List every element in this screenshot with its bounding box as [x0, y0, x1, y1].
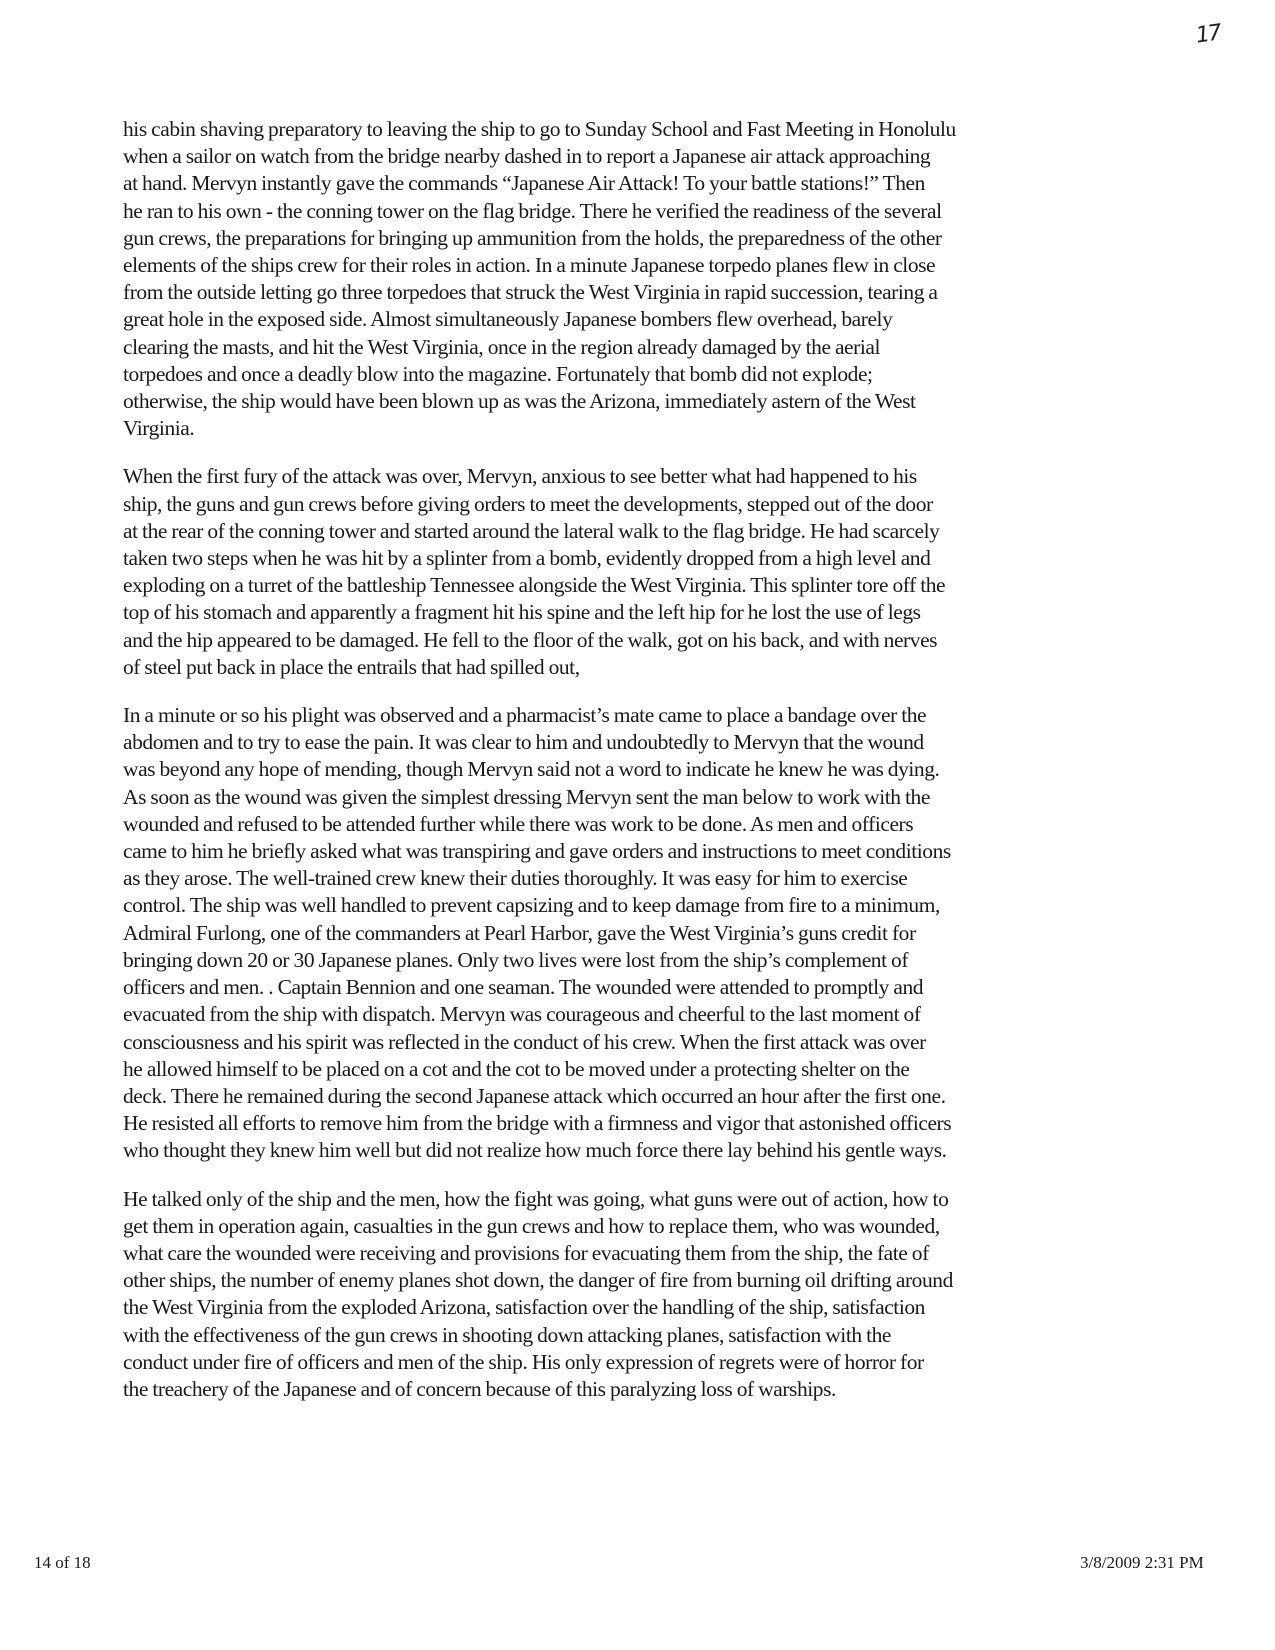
- text-line: when a sailor on watch from the bridge nearby dashed in to report a Japanese air attack approaching: [123, 144, 931, 169]
- text-line: was beyond any hope of mending, though Mervyn said not a word to indicate he knew he was dying.: [123, 757, 940, 782]
- text-line: bringing down 20 or 30 Japanese planes. Only two lives were lost from the ship’s complement of: [123, 947, 909, 972]
- text-line: came to him he briefly asked what was transpiring and gave orders and instructions to meet conditions: [123, 839, 951, 864]
- text-line: He talked only of the ship and the men, how the fight was going, what guns were out of action, how to: [123, 1186, 949, 1211]
- text-line: he ran to his own - the conning tower on the flag bridge. There he verified the readiness of the several: [123, 198, 942, 223]
- text-line: otherwise, the ship would have been blown up as was the Arizona, immediately astern of the West: [123, 389, 916, 414]
- text-line: As soon as the wound was given the simplest dressing Mervyn sent the man below to work with the: [123, 784, 930, 809]
- text-line: other ships, the number of enemy planes shot down, the danger of fire from burning oil drifting around: [123, 1268, 953, 1293]
- paragraph-3: [123, 702, 1143, 1164]
- text-line: clearing the masts, and hit the West Virginia, once in the region already damaged by the aerial: [123, 334, 880, 359]
- text-line: from the outside letting go three torpedoes that struck the West Virginia in rapid succession, tearing a: [123, 280, 938, 305]
- text-line: great hole in the exposed side. Almost simultaneously Japanese bombers flew overhead, barely: [123, 307, 893, 332]
- document-body: [123, 116, 1143, 1403]
- text-line: and the hip appeared to be damaged. He fell to the floor of the walk, got on his back, and with nerves: [123, 627, 938, 652]
- text-line: abdomen and to try to ease the pain. It was clear to him and undoubtedly to Mervyn that the wound: [123, 730, 924, 755]
- text-line: with the effectiveness of the gun crews in shooting down attacking planes, satisfaction with the: [123, 1322, 891, 1347]
- text-line: exploding on a turret of the battleship Tennessee alongside the West Virginia. This splinter tore off the: [123, 573, 946, 598]
- text-line: conduct under fire of officers and men of the ship. His only expression of regrets were of horror for: [123, 1349, 924, 1374]
- paragraph-spacer: [123, 442, 1143, 463]
- text-line: top of his stomach and apparently a fragment hit his spine and the left hip for he lost the use of legs: [123, 600, 921, 625]
- text-line: the West Virginia from the exploded Arizona, satisfaction over the handling of the ship, satisfaction: [123, 1295, 925, 1320]
- text-line: at the rear of the conning tower and started around the lateral walk to the flag bridge. He had scarcely: [123, 518, 940, 543]
- text-line: what care the wounded were receiving and provisions for evacuating them from the ship, the fate of: [123, 1240, 929, 1265]
- page-mark-text: 17: [1194, 20, 1222, 49]
- page-counter: 14 of 18: [34, 1553, 91, 1572]
- paragraph-4: [123, 1186, 1143, 1404]
- text-line: at hand. Mervyn instantly gave the commands “Japanese Air Attack! To your battle stations!” Then: [123, 171, 925, 196]
- text-line: control. The ship was well handled to prevent capsizing and to keep damage from fire to a minimum,: [123, 893, 940, 918]
- handwritten-page-number: [1194, 20, 1221, 48]
- text-line: officers and men. . Captain Bennion and one seaman. The wounded were attended to promptly and: [123, 975, 924, 1000]
- text-line: get them in operation again, casualties in the gun crews and how to replace them, who was wounded,: [123, 1213, 940, 1238]
- text-line: the treachery of the Japanese and of concern because of this paralyzing loss of warships.: [123, 1376, 836, 1401]
- text-line: wounded and refused to be attended further while there was work to be done. As men and officers: [123, 811, 914, 836]
- text-line: gun crews, the preparations for bringing up ammunition from the holds, the preparedness of the other: [123, 225, 942, 250]
- text-line: In a minute or so his plight was observed and a pharmacist’s mate came to place a bandage over the: [123, 703, 927, 728]
- paragraph-spacer: [123, 681, 1143, 702]
- text-line: ship, the guns and gun crews before giving orders to meet the developments, stepped out of the door: [123, 491, 933, 516]
- text-line: torpedoes and once a deadly blow into the magazine. Fortunately that bomb did not explode;: [123, 361, 873, 386]
- text-line: who thought they knew him well but did not realize how much force there lay behind his gentle ways.: [123, 1138, 947, 1163]
- text-line: his cabin shaving preparatory to leaving the ship to go to Sunday School and Fast Meeting in Honolulu: [123, 117, 956, 141]
- text-line: deck. There he remained during the second Japanese attack which occurred an hour after the first one.: [123, 1083, 946, 1108]
- text-line: of steel put back in place the entrails that had spilled out,: [123, 654, 580, 679]
- text-line: Virginia.: [123, 416, 195, 441]
- text-line: He resisted all efforts to remove him from the bridge with a firmness and vigor that astonished officers: [123, 1111, 952, 1136]
- print-timestamp: 3/8/2009 2:31 PM: [1080, 1553, 1204, 1572]
- text-line: elements of the ships crew for their roles in action. In a minute Japanese torpedo planes flew in close: [123, 253, 936, 278]
- paragraph-spacer: [123, 1165, 1143, 1186]
- paragraph-1: [123, 116, 1143, 442]
- text-line: taken two steps when he was hit by a splinter from a bomb, evidently dropped from a high level and: [123, 546, 931, 571]
- text-line: he allowed himself to be placed on a cot and the cot to be moved under a protecting shelter on the: [123, 1056, 910, 1081]
- text-line: consciousness and his spirit was reflected in the conduct of his crew. When the first attack was over: [123, 1029, 926, 1054]
- text-line: Admiral Furlong, one of the commanders at Pearl Harbor, gave the West Virginia’s guns credit for: [123, 920, 916, 945]
- text-line: evacuated from the ship with dispatch. Mervyn was courageous and cheerful to the last moment of: [123, 1002, 921, 1027]
- text-line: When the first fury of the attack was over, Mervyn, anxious to see better what had happened to his: [123, 464, 917, 489]
- paragraph-2: [123, 463, 1143, 681]
- text-line: as they arose. The well-trained crew knew their duties thoroughly. It was easy for him to exercise: [123, 866, 908, 891]
